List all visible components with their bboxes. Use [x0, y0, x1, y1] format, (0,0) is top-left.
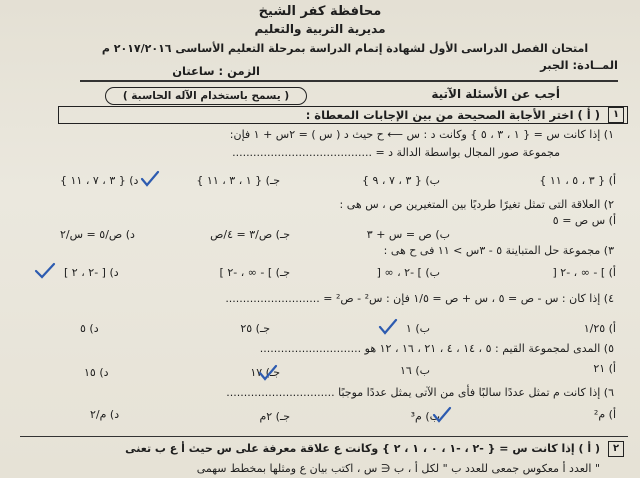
q1-item-4-stem: ٤) إذا كان : س - ص = ٥ ، س + ص = ١/٥ فإن : س² - ص² = ........................... [225, 292, 614, 305]
pen-tick-icon [34, 262, 56, 280]
q1-item-5-option-c[interactable]: جـ) ١٧ [250, 366, 280, 379]
q1-item-1-option-d[interactable]: د) { ٣ ، ٧ ، ١١ } [60, 174, 139, 187]
q1-item-2-option-d[interactable]: د) ص/٥ = س/٢ [60, 228, 135, 241]
q1-item-2-option-a[interactable]: أ) س ص = ٥ [552, 214, 616, 227]
q1-item-5-option-d[interactable]: د) ١٥ [84, 366, 109, 379]
q1-item-6-stem: ٦) إذا كانت م تمثل عددًا سالبًا فأى من الآتى يمثل عددًا موجبًا ............................... [226, 386, 614, 399]
pen-tick-icon [432, 406, 452, 424]
q1-item-1-option-a[interactable]: أ) { ٣ ، ٥ ، ١١ } [539, 174, 616, 187]
calculator-note: ( يسمح باستخدام الآله الحاسبة ) [105, 87, 307, 105]
q1-item-5-option-b[interactable]: ب) ١٦ [400, 364, 430, 377]
question-1-title: ( أ ) اختر الأجابة الصحيحة من بين الإجابات المعطاة : [305, 108, 600, 122]
q1-item-6-option-d[interactable]: د) م/٢ [90, 408, 120, 421]
pen-tick-icon [378, 318, 398, 336]
question-2-number: ٢ [608, 441, 624, 457]
q1-item-2-stem: ٢) العلاقة التى تمثل تغيرًا طرديًا بين المتغيرين ص ، س هى : [339, 198, 614, 211]
q1-item-6-option-c[interactable]: جـ) ٢م [259, 410, 290, 423]
q1-item-1-stem: ١) إذا كانت س = { ١ ، ٣ ، ٥ } وكانت د : س ⟵ ح حيث د ( س ) = ٢س + ١ فإن: [229, 128, 614, 141]
q1-item-4-option-c[interactable]: جـ) ٢٥ [240, 322, 270, 335]
question-2-title: ( أ ) إذا كانت س = { -٢ ، -١ ، ٠ ، ١ ، ٢ } وكانت ع علاقة معرفة على س حيث أ ع ب تعنى [125, 442, 600, 455]
q1-item-3-option-d[interactable]: د) [ -٢ ، ٢ ] [64, 266, 119, 279]
governorate-title: محافظة كفر الشيخ [258, 4, 382, 19]
header-divider [80, 80, 618, 82]
question-2-divider [20, 436, 628, 437]
subject-label: المــادة: الجبر [540, 58, 618, 72]
q1-item-4-option-a[interactable]: أ) ١/٢٥ [583, 322, 616, 335]
q1-item-2-option-b[interactable]: ب) ص = س + ٣ [366, 228, 450, 241]
q1-item-6-option-b[interactable]: ب) م³ [410, 410, 440, 423]
time-label: الزمن : ساعتان [172, 64, 260, 78]
directorate-title: مديرية التربية والتعليم [254, 22, 386, 36]
q1-item-3-stem: ٣) مجموعة حل المتباينة ٥ - ٣س > ١١ فى ح هى : [383, 244, 614, 257]
q1-item-5-stem: ٥) المدى لمجموعة القيم : ٥ ، ١٤ ، ٤ ، ٢١ ، ١٦ ، ١٢ هو ............................. [259, 342, 614, 355]
question-2-line-2: " العدد أ معكوس جمعى للعدد ب " لكل أ ، ب ∈ س ، اكتب بيان ع ومثلها بمخطط سهمى [196, 462, 600, 475]
q1-item-4-option-b[interactable]: ب) ١ [405, 322, 430, 335]
q1-item-1-option-b[interactable]: ب) { ٣ ، ٧ ، ٩ } [362, 174, 440, 187]
q1-item-2-option-c[interactable]: جـ) ص/٣ = ٤/ص [210, 228, 290, 241]
exam-title: امتحان الفصل الدراسى الأول لشهادة إتمام الدراسة بمرحلة التعليم الأساسى ٢٠١٧/٢٠١٦ م [101, 42, 589, 55]
q1-item-4-option-d[interactable]: د) ٥ [80, 322, 99, 335]
answer-instruction: أجب عن الأسئلة الآتية [431, 87, 560, 101]
question-1-number: ١ [608, 107, 624, 123]
pen-tick-icon [258, 364, 278, 382]
q1-item-5-option-a[interactable]: أ) ٢١ [593, 362, 616, 375]
q1-item-6-option-a[interactable]: أ) م² [593, 408, 616, 421]
q1-item-3-option-c[interactable]: جـ) ] - ∞ ، -٢ ] [219, 266, 290, 279]
q1-item-1-option-c[interactable]: جـ) { ١ ، ٣ ، ١١ } [196, 174, 280, 187]
q1-item-1-sub: مجموعة صور المجال بواسطة الدالة د = ........................................ [232, 146, 560, 159]
q1-item-3-option-a[interactable]: أ) ] - ∞ ، -٢ [ [552, 266, 616, 279]
pen-tick-icon [140, 170, 160, 188]
q1-item-3-option-b[interactable]: ب) ] -٢ ، ∞ [ [376, 266, 440, 279]
